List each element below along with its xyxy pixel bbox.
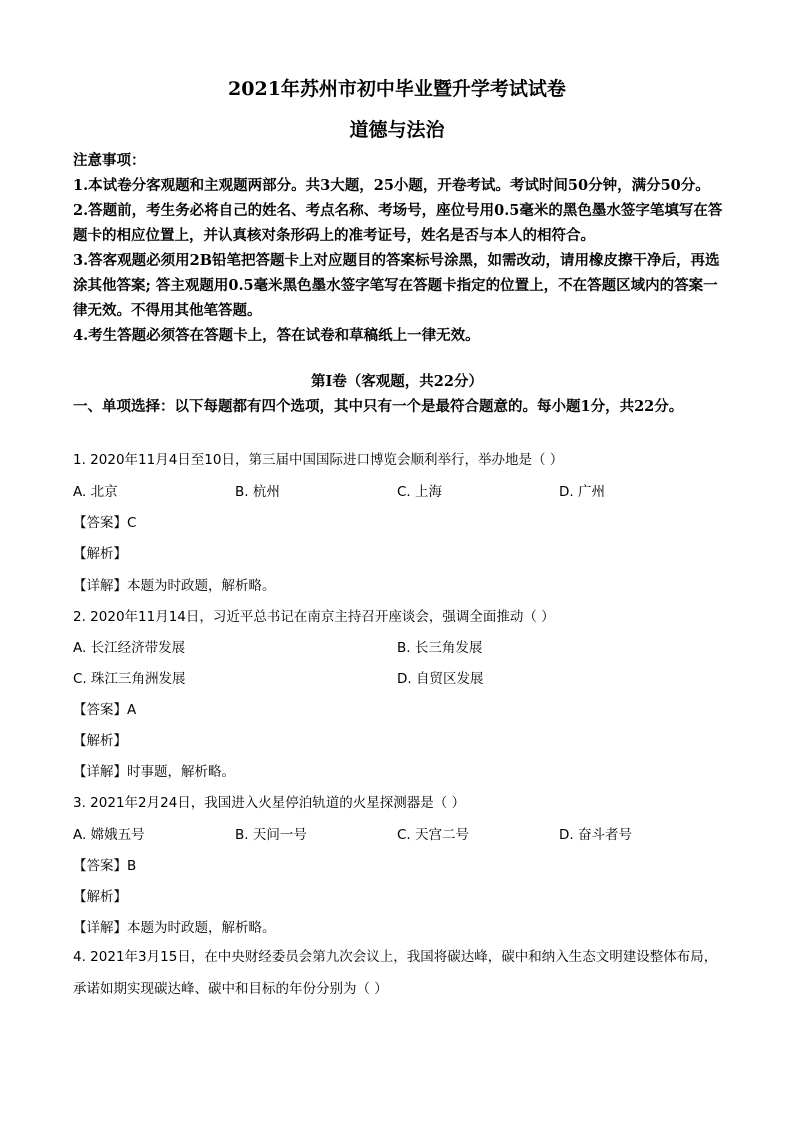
question-2-option-d: D. 自贸区发展 (397, 671, 484, 687)
question-1-option-b: B. 杭州 (235, 484, 280, 500)
note-item-4: 4.考生答题必须答在答题卡上，答在试卷和草稿纸上一律无效。 (73, 327, 480, 344)
note-item-1: 1.本试卷分客观题和主观题两部分。共3大题，25小题，开卷考试。考试时间50分钟，满分50分。 (73, 177, 710, 194)
question-2-answer: 【答案】A (73, 702, 137, 718)
question-3-option-b: B. 天问一号 (235, 827, 307, 843)
question-4-stem: 4. 2021年3月15日，在中央财经委员会第九次会议上，我国将碳达峰，碳中和纳入生态文明建设整体布局，承诺如期实现碳达峰、碳中和目标的年份分别为（ ） (73, 949, 718, 997)
question-1-detail: 【详解】本题为时政题，解析略。 (73, 578, 276, 594)
question-2-option-a: A. 长江经济带发展 (73, 640, 186, 656)
exam-subject: 道德与法治 (349, 119, 445, 141)
question-3-stem: 3. 2021年2月24日，我国进入火星停泊轨道的火星探测器是（ ） (73, 795, 466, 811)
question-2-analysis: 【解析】 (73, 733, 127, 749)
question-2-stem: 2. 2020年11月14日，习近平总书记在南京主持召开座谈会，强调全面推动（ ） (73, 609, 555, 625)
question-3-analysis: 【解析】 (73, 889, 127, 905)
notes-block (73, 148, 725, 348)
question-2-detail: 【详解】时事题，解析略。 (73, 764, 235, 780)
question-1-analysis: 【解析】 (73, 546, 127, 562)
note-item-2: 2.答题前，考生务必将自己的姓名、考点名称、考场号，座位号用0.5毫米的黑色墨水签字笔填写在答题卡的相应位置上，并认真核对条形码上的准考证号，姓名是否与本人的相符合。 (73, 202, 723, 244)
notes-heading: 注意事项： (73, 152, 146, 169)
question-3-option-c: C. 天宫二号 (397, 827, 470, 843)
question-1-option-d: D. 广州 (559, 484, 605, 500)
question-3-option-a: A. 嫦娥五号 (73, 827, 145, 843)
question-3-answer: 【答案】B (73, 858, 137, 874)
question-2-option-c: C. 珠江三角洲发展 (73, 671, 186, 687)
question-3-option-d: D. 奋斗者号 (559, 827, 632, 843)
question-3-detail: 【详解】本题为时政题，解析略。 (73, 920, 276, 936)
question-1-option-a: A. 北京 (73, 484, 118, 500)
part-instructions (73, 394, 725, 420)
exam-title: 2021年苏州市初中毕业暨升学考试试卷 (228, 78, 566, 100)
section-title: 第Ⅰ卷（客观题，共22分） (311, 373, 483, 390)
part-text: 一、单项选择：以下每题都有四个选项，其中只有一个是最符合题意的。每小题1分，共22分。 (73, 398, 684, 415)
question-2-option-b: B. 长三角发展 (397, 640, 483, 656)
question-1-answer: 【答案】C (73, 515, 137, 531)
question-1-stem: 1. 2020年11月4日至10日，第三届中国国际进口博览会顺利举行，举办地是（ ） (73, 452, 564, 468)
note-item-3: 3.答客观题必须用2B铅笔把答题卡上对应题目的答案标号涂黑，如需改动，请用橡皮擦干净后，再选涂其他答案; 答主观题用0.5毫米黑色墨水签字笔写在答题卡指定的位置上，不在答题区域内的答案一律无效。不得用其他笔答题。 (73, 252, 720, 319)
question-1-option-c: C. 上海 (397, 484, 443, 500)
